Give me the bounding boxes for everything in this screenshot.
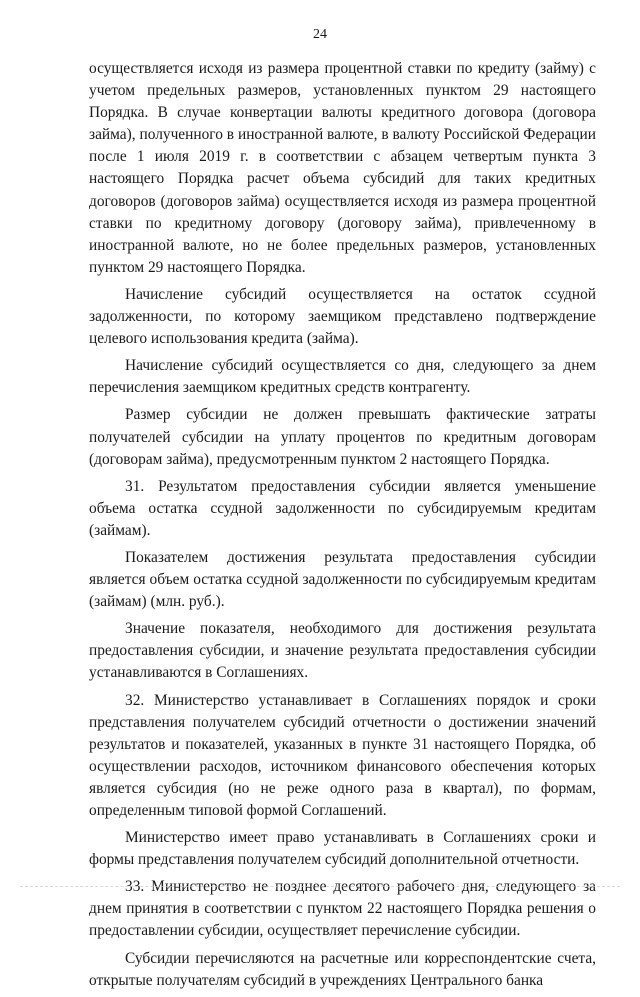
paragraph-transfer-accounts: Субсидии перечисляются на расчетные или корреспондентские счета, открытые получателям субсидий в учреждениях Центрального банка <box>89 949 596 989</box>
paragraph-additional-reporting: Министерство имеет право устанавливать в Соглашениях сроки и формы представления получателем субсидий дополнительной отчетности. <box>89 829 596 869</box>
scan-edge-artifact <box>20 886 620 889</box>
paragraph-accrual-balance: Начисление субсидий осуществляется на остаток ссудной задолженности, по которому заемщиком представлено подтверждение целевого использования кредита (займа). <box>89 285 596 348</box>
paragraph-indicator: Показателем достижения результата предоставления субсидии является объем остатка ссудной задолженности по субсидируемым кредитам (займам) (млн. руб.). <box>89 548 596 611</box>
paragraph-indicator-value: Значение показателя, необходимого для достижения результата предоставления субсидии, и значение результата предоставления субсидии устанавливаются в Соглашениях. <box>89 620 596 682</box>
paragraph-subsidy-limit: Размер субсидии не должен превышать фактические затраты получателей субсидии на уплату процентов по кредитным договорам (договорам займа), предусмотренным пунктом 2 настоящего Порядка. <box>89 406 596 468</box>
paragraph-item-32: 32. Министерство устанавливает в Соглашениях порядок и сроки представления получателем субсидий отчетности о достижении значений результатов и показателей, указанных в пункте 31 настоящего Порядка, об осуществлении расходов, источником финансового обеспечения которых является субсидия (но не реже одного раза в квартал), по формам, определенным типовой формой Соглашений. <box>89 691 596 819</box>
document-body <box>89 58 596 997</box>
paragraph-accrual-start: Начисление субсидий осуществляется со дня, следующего за днем перечисления заемщиком кредитных средств контрагенту. <box>89 357 596 397</box>
paragraph-item-33: 33. Министерство не позднее десятого рабочего дня, следующего за днем принятия в соответствии с пунктом 22 настоящего Порядка решения о предоставлении субсидии, осуществляет перечисление субсидии. <box>89 878 596 940</box>
paragraph-item-31: 31. Результатом предоставления субсидии является уменьшение объема остатка ссудной задолженности по субсидируемым кредитам (займам). <box>89 477 596 539</box>
paragraph-continuation: осуществляется исходя из размера процентной ставки по кредиту (займу) с учетом предельных размеров, установленных пунктом 29 настоящего Порядка. В случае конвертации валюты кредитного договора (договора займа), полученного в иностранной валюте, в валюту Российской Федерации после 1 июля 2019 г. в соответствии с абзацем четвертым пункта 3 настоящего Порядка расчет объема субсидий для таких кредитных договоров (договоров займа) осуществляется исходя из размера процентной ставки по кредитному договору (договору займа), привлеченному в иностранной валюте, но не более предельных размеров, установленных пунктом 29 настоящего Порядка. <box>89 60 596 276</box>
page-number: 24 <box>313 27 327 42</box>
